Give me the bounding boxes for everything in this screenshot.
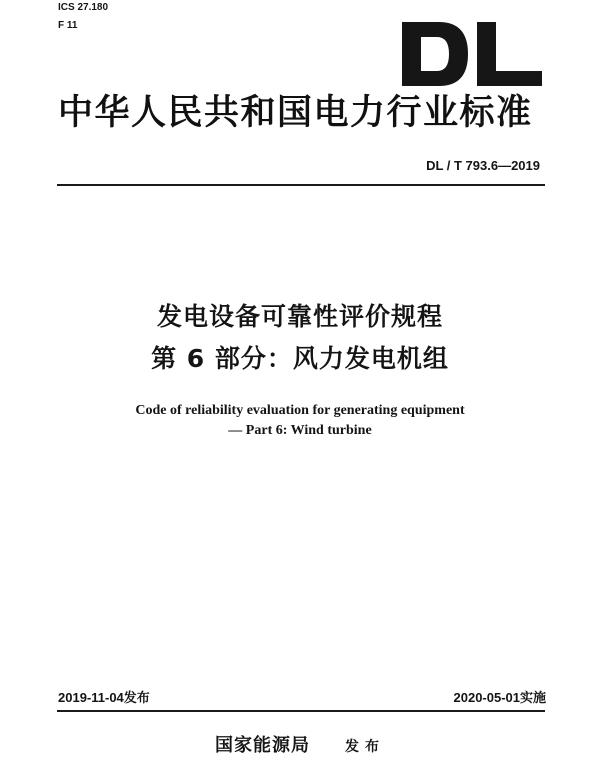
title-cn-line1: 发电设备可靠性评价规程 <box>156 302 443 331</box>
publisher-name: 国家能源局 <box>215 735 310 756</box>
issue-date: 2019-11-04发布 <box>58 690 150 705</box>
title-cn-line2: 第 6 部分：风力发电机组 <box>151 344 449 373</box>
footer-divider <box>57 710 545 712</box>
title-en-line2: — Part 6: Wind turbine <box>228 423 372 438</box>
header-divider <box>57 184 545 186</box>
dl-logo-letter-d <box>402 22 468 86</box>
dl-logo <box>394 10 544 94</box>
ics-code: ICS 27.180 <box>58 2 109 13</box>
dl-logo-letter-l <box>477 22 542 86</box>
standard-category: 中华人民共和国电力行业标准 <box>58 93 533 133</box>
publish-label: 发布 <box>345 739 385 755</box>
implementation-date: 2020-05-01实施 <box>453 690 546 705</box>
standard-number: DL / T 793.6—2019 <box>426 158 540 173</box>
classification-code: F 11 <box>58 20 78 31</box>
title-en-line1: Code of reliability evaluation for generating equipment <box>135 403 465 418</box>
